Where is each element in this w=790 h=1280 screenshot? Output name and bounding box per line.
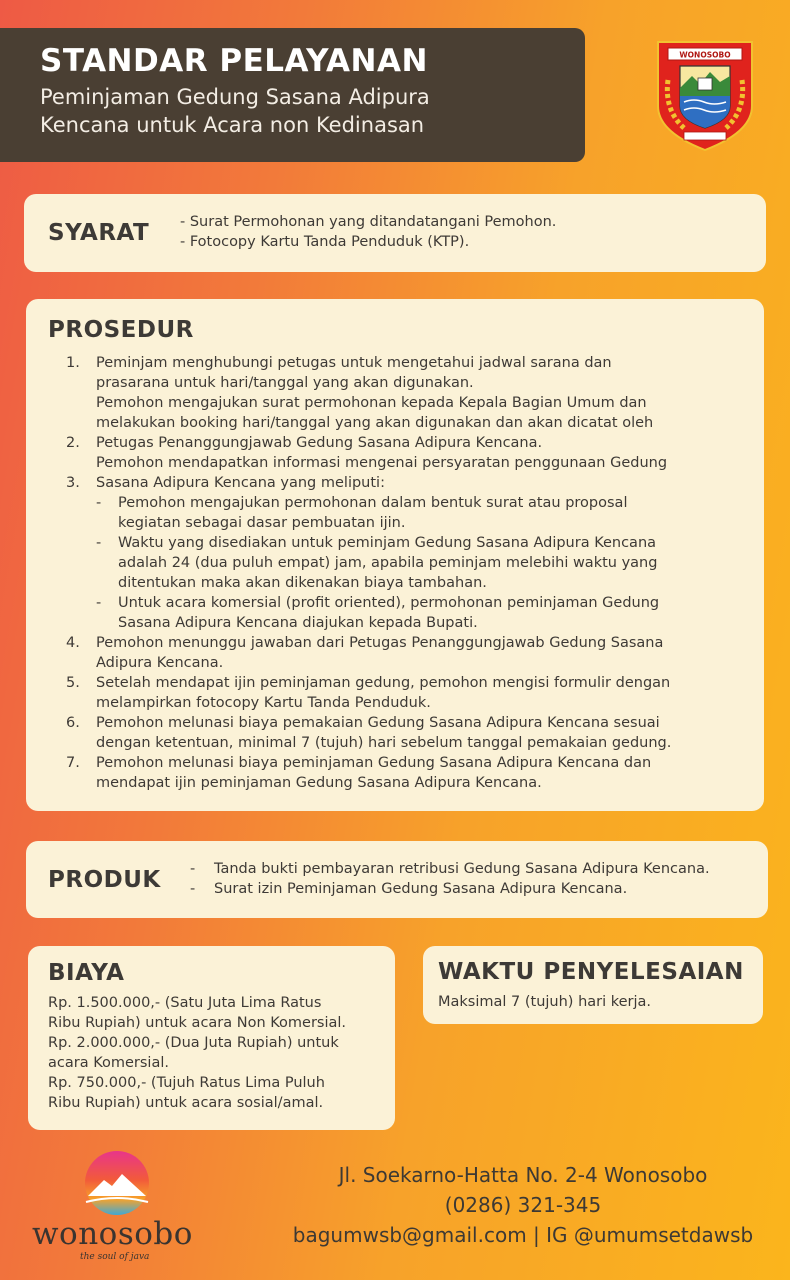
biaya-line: Rp. 750.000,- (Tujuh Ratus Lima Puluh [48,1075,325,1091]
header-banner [0,28,585,162]
biaya-line: Ribu Rupiah) untuk acara sosial/amal. [48,1095,324,1111]
list-item [66,633,746,673]
list-item [66,353,746,433]
sub-item-text: Untuk acara komersial (profit oriented), permohonan peminjaman Gedung [118,595,660,611]
prosedur-heading: PROSEDUR [48,317,194,343]
biaya-line: acara Komersial. [48,1055,169,1071]
sub-item-text: Sasana Adipura Kencana diajukan kepada Bupati. [118,615,478,631]
step-number: 1. [66,355,80,371]
step-text: Pemohon menunggu jawaban dari Petugas Penanggungjawab Gedung Sasana [96,635,664,651]
list-item [190,859,710,879]
sub-list-item [96,533,746,593]
step-text: Pemohon mengajukan surat permohonan kepada Kepala Bagian Umum dan [96,395,647,411]
waktu-card [423,946,763,1024]
step-text: melakukan booking hari/tanggal yang akan digunakan dan akan dicatat oleh [96,415,654,431]
waktu-text: Maksimal 7 (tujuh) hari kerja. [438,994,652,1010]
produk-card [26,841,768,918]
step-text: Petugas Penanggungjawab Gedung Sasana Adipura Kencana. [96,435,543,451]
list-item [190,879,710,899]
step-text: Peminjam menghubungi petugas untuk mengetahui jadwal sarana dan [96,355,612,371]
step-text: melampirkan fotocopy Kartu Tanda Penduduk. [96,695,431,711]
step-text: Pemohon melunasi biaya peminjaman Gedung Sasana Adipura Kencana dan [96,755,652,771]
sub-item-text: ditentukan maka akan dikenakan biaya tambahan. [118,575,487,591]
sub-list-item [96,593,746,633]
regency-emblem-icon [654,40,756,152]
brand-wordmark: wonosobo [32,1216,193,1252]
contact-phone: (0286) 321-345 [444,1193,602,1217]
dash: - [190,861,196,877]
contact-block [270,1160,776,1250]
step-text: Pemohon mendapatkan informasi mengenai persyaratan penggunaan Gedung [96,455,668,471]
biaya-line: Rp. 1.500.000,- (Satu Juta Lima Ratus [48,995,322,1011]
sub-item-text: kegiatan sebagai dasar pembuatan ijin. [118,515,406,531]
step-number: 5. [66,675,80,691]
syarat-list [180,212,556,252]
step-text: mendapat ijin peminjaman Gedung Sasana Adipura Kencana. [96,775,542,791]
step-number: 3. [66,475,80,491]
biaya-heading: BIAYA [48,960,125,986]
page-title: STANDAR PELAYANAN [40,43,428,79]
step-text: dengan ketentuan, minimal 7 (tujuh) hari sebelum tanggal pemakaian gedung. [96,735,672,751]
step-text: Pemohon melunasi biaya pemakaian Gedung Sasana Adipura Kencana sesuai [96,715,660,731]
produk-list [190,859,710,899]
dash: - [190,881,196,897]
list-item [66,673,746,713]
prosedur-card [26,299,764,811]
sub-item-text: Waktu yang disediakan untuk peminjam Gedung Sasana Adipura Kencana [118,535,657,551]
step-number: 7. [66,755,80,771]
contact-address: Jl. Soekarno-Hatta No. 2-4 Wonosobo [338,1163,708,1187]
syarat-heading: SYARAT [48,220,150,246]
prosedur-steps-list [66,353,746,793]
list-item: - Surat Permohonan yang ditandatangani Pemohon. [180,214,557,230]
sub-item-text: adalah 24 (dua puluh empat) jam, apabila peminjam melebihi waktu yang [118,555,658,571]
dash: - [96,535,102,551]
list-item [66,713,746,753]
waktu-heading: WAKTU PENYELESAIAN [438,959,744,985]
step-number: 2. [66,435,80,451]
list-item [66,433,746,473]
step-text: Adipura Kencana. [96,655,224,671]
biaya-line: Rp. 2.000.000,- (Dua Juta Rupiah) untuk [48,1035,339,1051]
syarat-card [24,194,766,272]
sub-item-text: Pemohon mengajukan permohonan dalam bentuk surat atau proposal [118,495,628,511]
step-text: Sasana Adipura Kencana yang meliputi: [96,475,385,491]
brand-tagline: the soul of java [80,1252,150,1262]
page-subtitle-line1: Peminjaman Gedung Sasana Adipura [40,85,430,109]
biaya-text [48,993,388,1113]
step-number: 4. [66,635,80,651]
list-item-text: Tanda bukti pembayaran retribusi Gedung Sasana Adipura Kencana. [214,861,710,877]
sub-list-item [96,493,746,533]
wonosobo-mountain-logo-icon [84,1150,150,1216]
biaya-line: Ribu Rupiah) untuk acara Non Komersial. [48,1015,347,1031]
page-subtitle-line2: Kencana untuk Acara non Kedinasan [40,113,425,137]
step-number: 6. [66,715,80,731]
dash: - [96,595,102,611]
step-text: prasarana untuk hari/tanggal yang akan digunakan. [96,375,474,391]
list-item [66,473,746,633]
list-item-text: Surat izin Peminjaman Gedung Sasana Adipura Kencana. [214,881,628,897]
biaya-card [28,946,395,1130]
dash: - [96,495,102,511]
produk-heading: PRODUK [48,867,161,893]
list-item [66,753,746,793]
emblem-ribbon-text: WONOSOBO [679,50,731,60]
step-text: Setelah mendapat ijin peminjaman gedung, pemohon mengisi formulir dengan [96,675,671,691]
contact-email-ig: bagumwsb@gmail.com | IG @umumsetdawsb [292,1223,754,1247]
list-item: - Fotocopy Kartu Tanda Penduduk (KTP). [180,234,470,250]
